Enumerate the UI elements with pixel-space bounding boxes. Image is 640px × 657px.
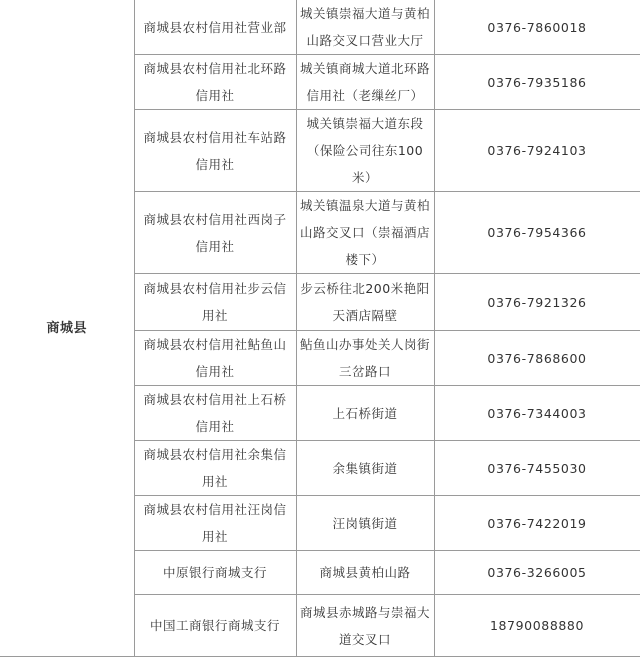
branch-name-cell: 商城县农村信用社步云信用社	[134, 274, 296, 331]
county-cell: 商城县	[0, 0, 134, 657]
branch-name-cell: 商城县农村信用社车站路信用社	[134, 110, 296, 192]
branch-phone-cell: 0376-7860018	[434, 0, 640, 55]
branch-address-cell: 城关镇崇福大道东段（保险公司往东100米）	[296, 110, 434, 192]
branch-address-cell: 商城县赤城路与崇福大道交叉口	[296, 595, 434, 657]
branch-name-cell: 商城县农村信用社上石桥信用社	[134, 386, 296, 441]
branch-phone-cell: 18790088880	[434, 595, 640, 657]
branch-address-cell: 城关镇崇福大道与黄柏山路交叉口营业大厅	[296, 0, 434, 55]
branch-name-cell: 中国工商银行商城支行	[134, 595, 296, 657]
branch-phone-cell: 0376-7344003	[434, 386, 640, 441]
branch-name-cell: 商城县农村信用社余集信用社	[134, 441, 296, 496]
branch-phone-cell: 0376-7422019	[434, 496, 640, 551]
branch-address-cell: 上石桥街道	[296, 386, 434, 441]
table-row	[0, 0, 640, 55]
branch-name-cell: 中原银行商城支行	[134, 551, 296, 595]
branch-address-cell: 城关镇温泉大道与黄柏山路交叉口（崇福酒店楼下）	[296, 192, 434, 274]
branch-address-cell: 余集镇街道	[296, 441, 434, 496]
branch-phone-cell: 0376-7954366	[434, 192, 640, 274]
branch-phone-cell: 0376-7924103	[434, 110, 640, 192]
branch-address-cell: 步云桥往北200米艳阳天酒店隔壁	[296, 274, 434, 331]
branch-name-cell: 商城县农村信用社北环路信用社	[134, 55, 296, 110]
branch-address-cell: 鲇鱼山办事处关人岗街三岔路口	[296, 331, 434, 386]
branch-phone-cell: 0376-7868600	[434, 331, 640, 386]
branch-address-cell: 汪岗镇街道	[296, 496, 434, 551]
branch-name-cell: 商城县农村信用社西岗子信用社	[134, 192, 296, 274]
branch-name-cell: 商城县农村信用社鲇鱼山信用社	[134, 331, 296, 386]
branch-name-cell: 商城县农村信用社营业部	[134, 0, 296, 55]
branch-name-cell: 商城县农村信用社汪岗信用社	[134, 496, 296, 551]
branch-phone-cell: 0376-7455030	[434, 441, 640, 496]
branch-address-cell: 商城县黄柏山路	[296, 551, 434, 595]
branch-phone-cell: 0376-7935186	[434, 55, 640, 110]
branch-phone-cell: 0376-7921326	[434, 274, 640, 331]
branch-phone-cell: 0376-3266005	[434, 551, 640, 595]
branch-address-cell: 城关镇商城大道北环路信用社（老缫丝厂）	[296, 55, 434, 110]
